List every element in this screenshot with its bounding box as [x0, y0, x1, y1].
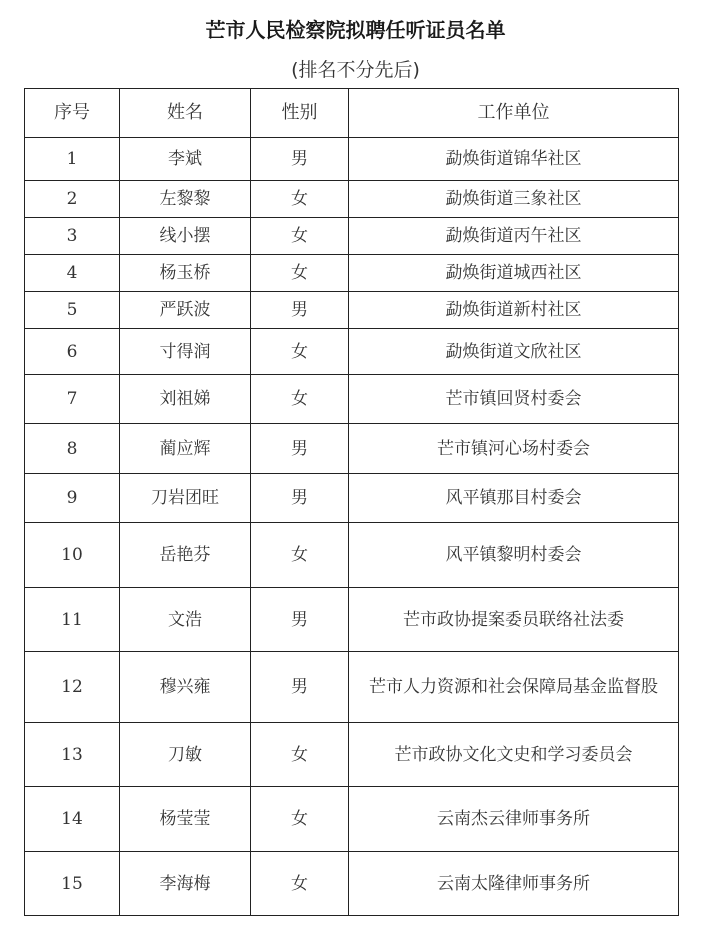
- table-header-row: [25, 89, 679, 138]
- cell-no: 2: [25, 181, 120, 218]
- table-row: [25, 424, 679, 474]
- cell-name: 蔺应辉: [120, 424, 251, 474]
- cell-unit: 风平镇黎明村委会: [349, 523, 679, 588]
- cell-gender: 男: [251, 138, 349, 181]
- cell-unit: 勐焕街道新村社区: [349, 292, 679, 329]
- cell-gender: 女: [251, 375, 349, 424]
- cell-no: 4: [25, 255, 120, 292]
- cell-no: 5: [25, 292, 120, 329]
- table-row: [25, 181, 679, 218]
- cell-unit: 勐焕街道丙午社区: [349, 218, 679, 255]
- cell-name: 穆兴雍: [120, 652, 251, 723]
- cell-name: 刀敏: [120, 723, 251, 787]
- document-title: 芒市人民检察院拟聘任听证员名单: [205, 18, 506, 42]
- cell-name: 左黎黎: [120, 181, 251, 218]
- cell-unit: 云南太隆律师事务所: [349, 852, 679, 916]
- cell-unit: 芒市政协文化文史和学习委员会: [349, 723, 679, 787]
- cell-gender: 男: [251, 474, 349, 523]
- cell-unit: 勐焕街道文欣社区: [349, 329, 679, 375]
- cell-name: 杨莹莹: [120, 787, 251, 852]
- cell-name: 李斌: [120, 138, 251, 181]
- cell-gender: 男: [251, 652, 349, 723]
- cell-no: 8: [25, 424, 120, 474]
- cell-name: 刘祖娣: [120, 375, 251, 424]
- header-gender: 性别: [251, 89, 349, 138]
- table-row: [25, 292, 679, 329]
- cell-no: 13: [25, 723, 120, 787]
- table-row: [25, 523, 679, 588]
- cell-no: 12: [25, 652, 120, 723]
- cell-gender: 女: [251, 723, 349, 787]
- cell-name: 刀岩团旺: [120, 474, 251, 523]
- table-row: [25, 329, 679, 375]
- cell-no: 14: [25, 787, 120, 852]
- document-subtitle: (排名不分先后): [291, 59, 420, 81]
- cell-unit: 勐焕街道三象社区: [349, 181, 679, 218]
- cell-name: 岳艳芬: [120, 523, 251, 588]
- cell-unit: 芒市人力资源和社会保障局基金监督股: [349, 652, 679, 723]
- cell-gender: 女: [251, 787, 349, 852]
- cell-gender: 女: [251, 181, 349, 218]
- header-unit: 工作单位: [349, 89, 679, 138]
- cell-unit: 芒市政协提案委员联络社法委: [349, 588, 679, 652]
- cell-unit: 芒市镇河心场村委会: [349, 424, 679, 474]
- cell-name: 文浩: [120, 588, 251, 652]
- cell-unit: 云南杰云律师事务所: [349, 787, 679, 852]
- cell-no: 1: [25, 138, 120, 181]
- cell-no: 11: [25, 588, 120, 652]
- cell-unit: 勐焕街道城西社区: [349, 255, 679, 292]
- cell-unit: 风平镇那目村委会: [349, 474, 679, 523]
- table-row: [25, 652, 679, 723]
- cell-gender: 女: [251, 218, 349, 255]
- header-name: 姓名: [120, 89, 251, 138]
- cell-name: 杨玉桥: [120, 255, 251, 292]
- table-row: [25, 218, 679, 255]
- cell-gender: 男: [251, 292, 349, 329]
- cell-no: 9: [25, 474, 120, 523]
- cell-unit: 芒市镇回贤村委会: [349, 375, 679, 424]
- roster-table: [24, 88, 679, 916]
- table-row: [25, 474, 679, 523]
- cell-no: 15: [25, 852, 120, 916]
- table-row: [25, 723, 679, 787]
- cell-gender: 女: [251, 523, 349, 588]
- cell-no: 3: [25, 218, 120, 255]
- header-no: 序号: [25, 89, 120, 138]
- cell-unit: 勐焕街道锦华社区: [349, 138, 679, 181]
- cell-gender: 男: [251, 588, 349, 652]
- table-row: [25, 375, 679, 424]
- cell-gender: 男: [251, 424, 349, 474]
- cell-gender: 女: [251, 852, 349, 916]
- cell-name: 寸得润: [120, 329, 251, 375]
- table-row: [25, 787, 679, 852]
- cell-no: 10: [25, 523, 120, 588]
- table-row: [25, 255, 679, 292]
- cell-name: 线小摆: [120, 218, 251, 255]
- cell-no: 7: [25, 375, 120, 424]
- table-row: [25, 852, 679, 916]
- table-row: [25, 138, 679, 181]
- cell-name: 李海梅: [120, 852, 251, 916]
- cell-gender: 女: [251, 329, 349, 375]
- cell-no: 6: [25, 329, 120, 375]
- cell-gender: 女: [251, 255, 349, 292]
- table-row: [25, 588, 679, 652]
- cell-name: 严跃波: [120, 292, 251, 329]
